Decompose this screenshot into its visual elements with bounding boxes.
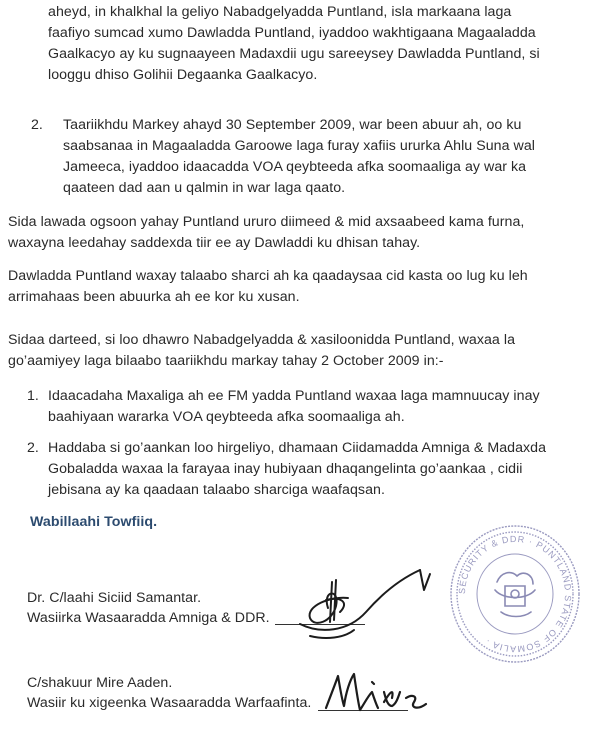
signatory-name: Dr. C/laahi Siciid Samantar. [27,590,202,606]
list-item-line: baahiyaan wararka VOA qeybteeda afka soomaaliga ah. [48,409,405,425]
paragraph-line: Dawladda Puntland waxay talaabo sharci ah ka qaadaysaa cid kasta oo lug ku leh [8,268,528,284]
signatory-title: Wasiirka Wasaaradda Amniga & DDR. [27,610,270,626]
signatory-name: C/shakuur Mire Aaden. [27,675,173,691]
list-item-line: saabsanaa in Magaaladda Garoowe laga furay xafiis ururka Ahlu Suna wal [63,138,535,154]
list-number: 2. [27,440,39,456]
paragraph-line: Sida lawada ogsoon yahay Puntland ururo diimeed & mid axsaabeed kama furna, [8,214,525,230]
intro-line: Gaalkacyo ay ku sugnaayeen Madaxdii ugu sareeysey Dawladda Puntland, si [48,46,540,62]
svg-text:SECURITY & DDR · PUNTLAND STAT: SECURITY & DDR · PUNTLAND STATE OF SOMALIA · [456,533,574,655]
list-number: 2. [31,117,43,133]
signature-mark [322,652,442,722]
paragraph-line: waxayna leedahay saddexda tiir ee ay Dawladdi ku dhisan tahay. [8,235,421,251]
intro-line: aheyd, in khalkhal la geliyo Nabadgelyadda Puntland, isla markaana laga [48,4,512,20]
list-item-line: jebisana ay ka qaadaan talaabo sharciga waafaqsan. [48,482,385,498]
list-item-line: Haddaba si go’aankan loo hirgeliyo, dhamaan Ciidamadda Amniga & Madaxda [48,440,547,456]
list-item-line: Taariikhdu Markey ahayd 30 September 2009, war been abuur ah, oo ku [63,117,522,133]
official-seal-stamp [445,520,585,668]
closing-text: Wabillaahi Towfiiq. [30,514,158,530]
paragraph-line: go’aamiyey laga bilaabo taariikhdu markay tahay 2 October 2009 in:- [8,353,444,369]
list-item-line: qaateen dad aan u qalmin in war laga qaato. [63,180,346,196]
signature-mark [270,560,450,650]
list-item-line: Jameeca, iyaddoo idaacadda VOA qeybteeda afka soomaaliga ay war ka [63,159,527,175]
list-item-line: Idaacadaha Maxaliga ah ee FM yadda Puntland waxaa laga mamnuucay inay [48,388,540,404]
paragraph-line: Sidaa darteed, si loo dhawro Nabadgelyadda & xasiloonidda Puntland, waxaa la [8,332,516,348]
list-number: 1. [27,388,39,404]
signatory-title: Wasiir ku xigeenka Wasaaradda Warfaafinta. [27,695,312,711]
paragraph-line: arrimahaas been abuurka ah ee kor ku xusan. [8,289,300,305]
intro-line: looggu dhiso Golihii Degaanka Gaalkacyo. [48,67,318,83]
intro-line: faafiyo sumcad xumo Dawladda Puntland, iyaddoo wakhtigaana Magaaladda [48,25,536,41]
list-item-line: Gobaladda waxaa la farayaa inay hubiyaan dhaqangelinta go’aankaa , cidii [48,461,523,477]
